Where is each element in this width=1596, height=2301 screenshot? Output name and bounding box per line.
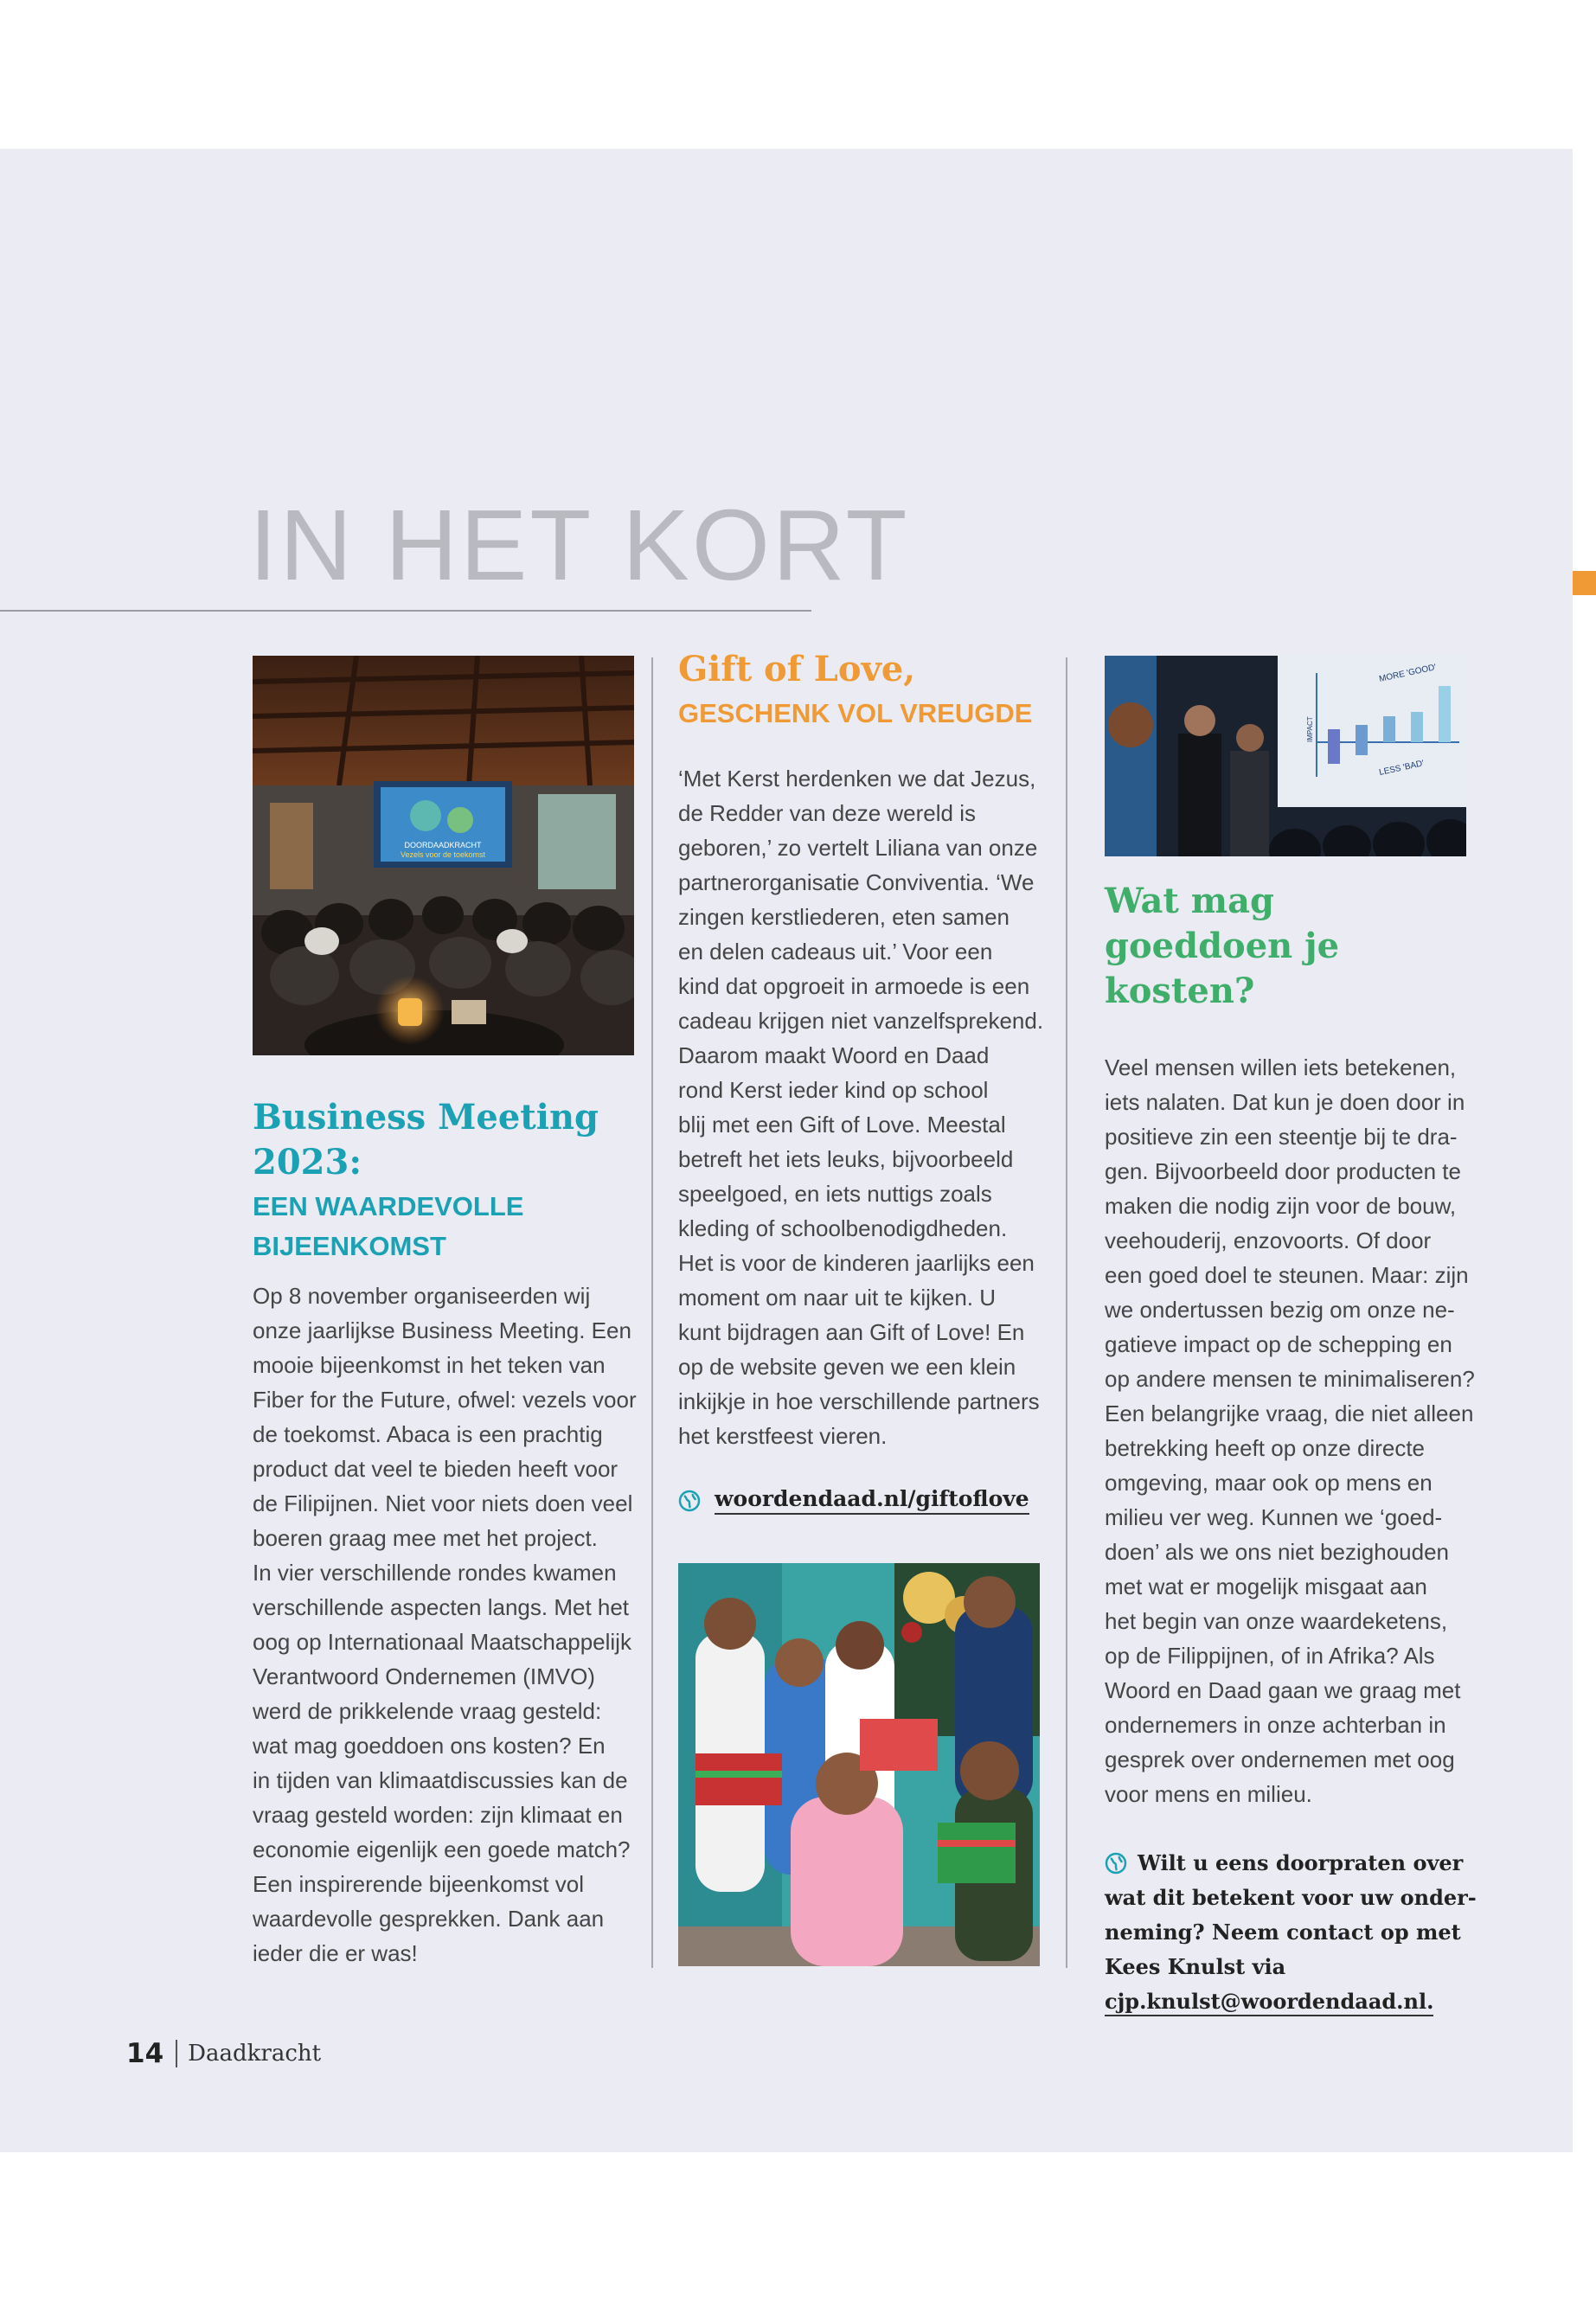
chart-label-less: LESS 'BAD' [1378, 759, 1426, 778]
screen-caption-1: DOORDAADKRACHT [404, 841, 482, 849]
orange-page-tab [1573, 571, 1596, 595]
contact-callout-line1: Wilt u eens doorpraten over [1138, 1850, 1464, 1875]
screen-caption-2: Vezels voor de toekomst [400, 850, 486, 859]
conference-photo [253, 656, 634, 1055]
speaker-presentation-photo [1105, 656, 1466, 856]
gift-of-love-article [678, 645, 1059, 1515]
goeddoen-article [1105, 879, 1494, 2019]
chart-label-more: MORE 'GOOD' [1378, 663, 1438, 684]
contact-email-link[interactable]: cjp.knulst@woordendaad.nl. [1105, 1989, 1433, 2016]
contact-callout-text: wat dit betekent voor uw onder- neming? Neem contact op met Kees Knulst via [1105, 1885, 1477, 1979]
article-subheading: GESCHENK VOL VREUGDE [678, 698, 1033, 728]
contact-callout [1105, 1846, 1494, 2019]
column-divider [1066, 657, 1067, 1968]
globe-icon [1105, 1852, 1127, 1875]
chart-label-axis: IMPACT [1306, 716, 1314, 742]
article-subheading: EEN WAARDEVOLLE BIJEENKOMST [253, 1191, 524, 1261]
column-divider [651, 657, 653, 1968]
article-body: ‘Met Kerst herdenken we dat Jezus, de Redder van deze wereld is geboren,’ zo vertelt Liliana van onze partnerorganisatie Conviventia. ‘We zingen kerstliederen, eten samen en delen cadeaus uit.’ Voor een kind dat opgroeit in armoede is een cadeau krijgen niet vanzelfsprekend. Daarom maakt Woord en Daad rond Kerst ieder kind op school blij met een Gift of Love. Meestal betreft het iets leuks, bijvoorbeeld speelgoed, en iets nuttigs zoals kleding of schoolbenodigdheden. Het is voor de kinderen jaarlijks een moment om naar uit te kijken. U kunt bijdragen aan Gift of Love! En op de website geven we een klein inkijkje in hoe verschillende partners het kerstfeest vieren. [678, 766, 1044, 1449]
business-meeting-article [253, 1095, 642, 1971]
page-number: 14 [126, 2038, 164, 2069]
article-heading: Business Meeting 2023: [253, 1097, 599, 1183]
globe-icon [678, 1490, 701, 1512]
article-heading: Gift of Love, [678, 649, 916, 689]
gift-of-love-link-row [678, 1486, 1059, 1515]
title-rule [0, 610, 811, 612]
page-footer [126, 2038, 321, 2069]
footer-separator [176, 2040, 177, 2067]
article-heading: Wat mag goeddoen je kosten? [1105, 881, 1340, 1011]
magazine-name: Daadkracht [188, 2041, 322, 2067]
article-body: Veel mensen willen iets betekenen, iets nalaten. Dat kun je doen door in positieve zin een steentje bij te dra- gen. Bijvoorbeeld door producten te maken die nodig zijn voor de bouw, veehouderij, enzovoorts. Of door een goed doel te steunen. Maar: zijn we ondertussen bezig om onze ne- gatieve impact op de schepping en op andere mensen te minimaliseren? Een belangrijke vraag, die niet alleen betrekking heeft op onze directe omgeving, maar ook op mens en milieu ver weg. Kunnen we ‘goed- doen’ als we ons niet bezighouden met wat er mogelijk misgaat aan het begin van onze waardeketens, op de Filippijnen, of in Afrika? Als Woord en Daad gaan we graag met ondernemers in onze achterban in gesprek over ondernemen met oog voor mens en milieu. [1105, 1054, 1475, 1807]
section-title: IN HET KORT [249, 489, 910, 601]
gift-of-love-link[interactable]: woordendaad.nl/giftoflove [715, 1486, 1029, 1515]
children-gifts-photo [678, 1563, 1040, 1966]
article-body: Op 8 november organiseerden wij onze jaarlijkse Business Meeting. Een mooie bijeenkomst in het teken van Fiber for the Future, ofwel: vezels voor de toekomst. Abaca is een prachtig product dat veel te bieden heeft voor de Filipijnen. Niet voor niets doen veel boeren graag mee met het project. In vier verschillende rondes kwamen verschillende aspecten langs. Met het oog op Internationaal Maatschappelijk Verantwoord Ondernemen (IMVO) werd de prikkelende vraag gesteld: wat mag goeddoen ons kosten? En in tijden van klimaatdiscussies kan de vraag gesteld worden: zijn klimaat en economie eigenlijk een goede match? Een inspirerende bijeenkomst vol waardevolle gesprekken. Dank aan ieder die er was! [253, 1283, 637, 1966]
